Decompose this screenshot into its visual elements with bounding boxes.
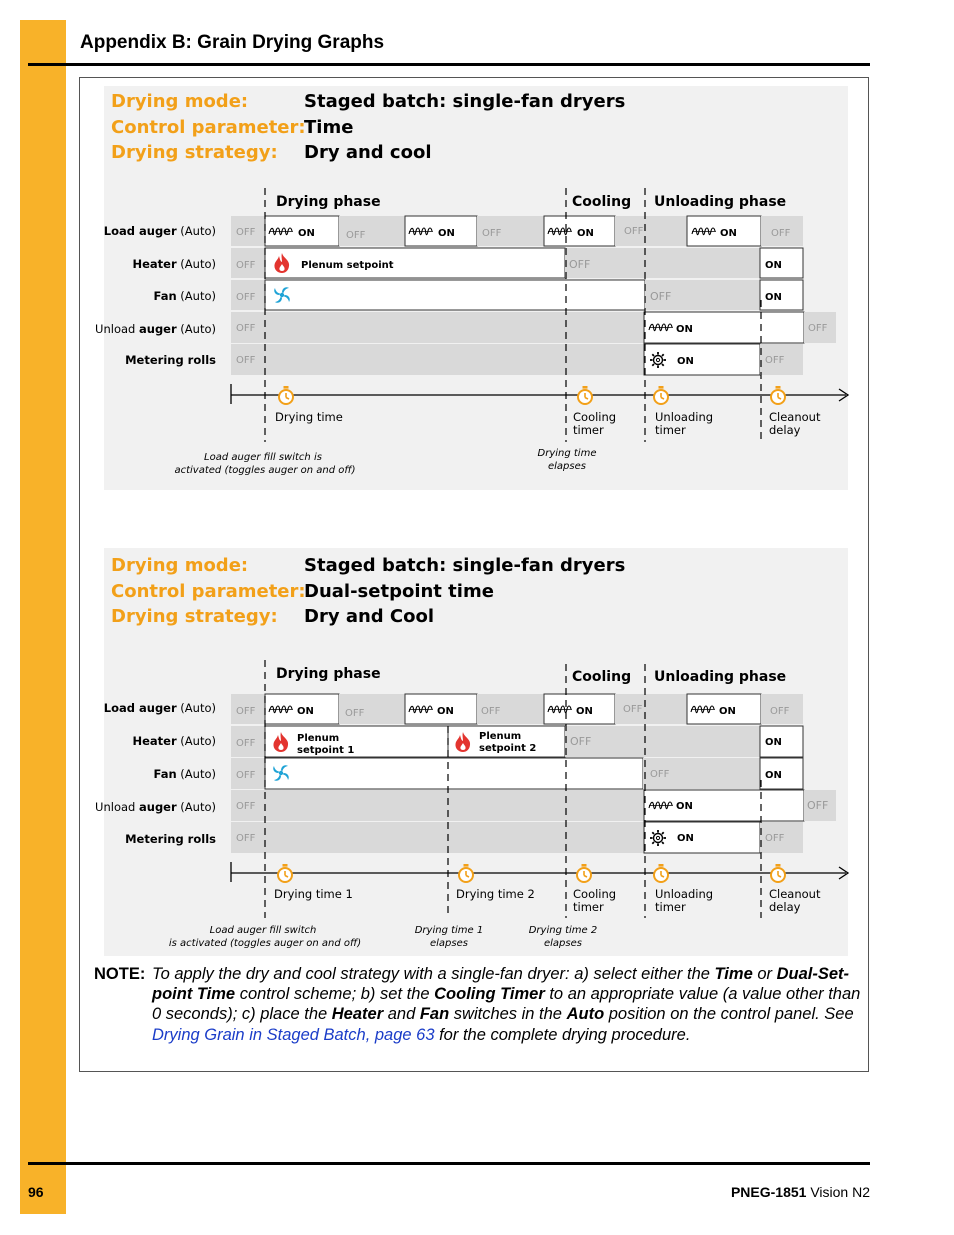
on-label: ON (720, 228, 737, 239)
off-label: OFF (808, 323, 828, 334)
off-label: OFF (624, 226, 644, 237)
annotation: is activated (toggles auger on and off) (168, 938, 362, 949)
row-label-heater: Heater (Auto) (132, 734, 216, 748)
annotation: activated (toggles auger on and off) (174, 465, 356, 476)
stopwatch-icon (459, 864, 473, 882)
off-label: OFF (236, 355, 256, 366)
on-label: ON (677, 833, 694, 844)
on-label: ON (576, 706, 593, 717)
on-label: ON (437, 706, 454, 717)
timer-label: Drying time (275, 410, 343, 424)
off-label: OFF (765, 833, 785, 844)
off-label: OFF (236, 770, 256, 781)
off-label: OFF (771, 228, 791, 239)
on-label: ON (765, 292, 782, 303)
row-label-fan: Fan (Auto) (153, 289, 216, 303)
cooling-heading: Cooling (572, 194, 632, 210)
on-label: ON (676, 324, 693, 335)
off-label: OFF (650, 769, 670, 780)
note-emphasis: Time (714, 965, 753, 983)
row-label-load-auger: Load auger (Auto) (103, 224, 216, 238)
annotation: elapses (544, 938, 582, 949)
off-label: OFF (236, 323, 256, 334)
stopwatch-icon (654, 864, 668, 882)
on-label: ON (298, 228, 315, 239)
page-number: 96 (28, 1184, 44, 1200)
note-emphasis: Auto (566, 1005, 605, 1024)
timer-label: Cooling (573, 887, 617, 901)
off-label: OFF (650, 290, 672, 303)
off-label: OFF (236, 706, 256, 717)
drying-phase-heading: Drying phase (276, 666, 381, 682)
annotation: Drying time (537, 448, 597, 459)
note-text: to an appropriate value (a value other than 0 seconds); c) place the (152, 985, 861, 1024)
on-label: ON (765, 770, 782, 781)
timer-label: Cleanout (769, 887, 821, 901)
annotation: Drying time 1 (414, 925, 484, 936)
timer-label: timer (573, 900, 604, 914)
row-label-metering-rolls: Metering rolls (125, 353, 216, 367)
timer-label: Drying time 2 (456, 887, 535, 901)
off-label: OFF (482, 228, 502, 239)
timer-label: timer (655, 900, 686, 914)
off-label: OFF (570, 735, 592, 748)
annotation: Load auger fill switch is (204, 452, 322, 463)
annotation: elapses (548, 461, 586, 472)
off-label: OFF (481, 706, 501, 717)
timer-label: delay (769, 423, 801, 437)
annotation: Load auger fill switch (209, 925, 317, 936)
heater-off-segment (565, 726, 760, 757)
timer-label: Unloading (655, 410, 714, 424)
strategy-value: Dry and Cool (304, 606, 435, 628)
heater-setpoint-label: setpoint 1 (297, 745, 355, 756)
control-label: Control parameter: (111, 580, 306, 602)
note-text: and (383, 1005, 420, 1024)
heater-setpoint-label: Plenum (297, 733, 340, 744)
annotation: elapses (430, 938, 468, 949)
off-label: OFF (765, 355, 785, 366)
note-emphasis: Fan (419, 1005, 450, 1024)
control-value: Time (304, 116, 354, 138)
row-label-fan: Fan (Auto) (153, 767, 216, 781)
note-body (152, 964, 864, 1045)
off-label: OFF (236, 292, 256, 303)
row-label-heater: Heater (Auto) (132, 257, 216, 271)
timer-label: timer (655, 423, 686, 437)
heater-on-segment (265, 726, 448, 757)
row-label-unload-auger: Unload auger (Auto) (95, 322, 216, 336)
unloading-phase-heading: Unloading phase (654, 194, 787, 210)
on-label: ON (677, 356, 694, 367)
off-label: OFF (236, 260, 256, 271)
mode-value: Staged batch: single-fan dryers (304, 91, 626, 112)
fan-on-segment (265, 758, 643, 789)
on-label: ON (719, 706, 736, 717)
metering-on-segment (644, 822, 760, 853)
control-label: Control parameter: (111, 116, 306, 138)
off-label: OFF (236, 738, 256, 749)
row-label-unload-auger: Unload auger (Auto) (95, 800, 216, 814)
stopwatch-icon (771, 864, 785, 882)
document-id (731, 1184, 870, 1200)
timer-label: Cleanout (769, 410, 821, 424)
timer-label: Drying time 1 (274, 887, 353, 901)
off-label: OFF (236, 227, 256, 238)
note-text: To apply the dry and cool strategy with a single-fan dryer: a) select either the (152, 965, 715, 983)
heater-setpoint-label: setpoint 2 (479, 743, 537, 754)
off-label: OFF (236, 801, 256, 812)
timer-label: Cooling (573, 410, 617, 424)
annotation: Drying time 2 (528, 925, 598, 936)
strategy-label: Drying strategy: (111, 142, 278, 164)
mode-label: Drying mode: (111, 555, 249, 576)
stopwatch-icon (577, 864, 591, 882)
note-label: NOTE: (94, 965, 146, 983)
cross-reference-link[interactable]: Drying Grain in Staged Batch, page 63 (152, 1025, 435, 1044)
off-label: OFF (807, 799, 829, 812)
note-text: position on the control panel. See (604, 1005, 854, 1024)
unloading-phase-heading: Unloading phase (654, 669, 787, 685)
unload-auger-off-segment (231, 790, 644, 821)
note-text: switches in the (449, 1005, 567, 1024)
footer-rule (28, 1162, 870, 1165)
on-label: ON (765, 737, 782, 748)
on-label: ON (676, 801, 693, 812)
drying-phase-heading: Drying phase (276, 194, 381, 210)
note-emphasis: Cooling Timer (434, 985, 545, 1004)
on-label: ON (577, 228, 594, 239)
on-label: ON (438, 228, 455, 239)
strategy-label: Drying strategy: (111, 606, 278, 628)
doc-version: Vision N2 (810, 1184, 870, 1200)
row-label-metering-rolls: Metering rolls (125, 832, 216, 846)
metering-off-segment (231, 822, 644, 853)
on-label: ON (297, 706, 314, 717)
note-emphasis: Dual-Set-point Time (152, 965, 850, 1004)
timer-label: Unloading (655, 887, 714, 901)
mode-label: Drying mode: (111, 91, 249, 112)
timer-label: delay (769, 900, 801, 914)
off-label: OFF (345, 708, 365, 719)
note-text: or (752, 965, 777, 983)
off-label: OFF (236, 833, 256, 844)
cooling-heading: Cooling (572, 669, 632, 685)
heater-setpoint-label: Plenum setpoint (301, 260, 394, 271)
off-label: OFF (569, 258, 591, 271)
strategy-value: Dry and cool (304, 142, 432, 164)
note-text: for the complete drying procedure. (434, 1025, 691, 1044)
note-text: control scheme; b) set the (235, 985, 435, 1004)
row-label-load-auger: Load auger (Auto) (103, 701, 216, 715)
control-value: Dual-setpoint time (304, 580, 494, 602)
on-label: ON (765, 260, 782, 271)
mode-value: Staged batch: single-fan dryers (304, 555, 626, 576)
off-label: OFF (346, 230, 366, 241)
heater-setpoint-label: Plenum (479, 731, 522, 742)
page-header-title: Appendix B: Grain Drying Graphs (80, 32, 385, 53)
stopwatch-icon (278, 864, 292, 882)
timer-label: timer (573, 423, 604, 437)
doc-code: PNEG-1851 (730, 1184, 807, 1200)
off-label: OFF (623, 704, 643, 715)
off-label: OFF (770, 706, 790, 717)
note-emphasis: Heater (331, 1005, 384, 1024)
